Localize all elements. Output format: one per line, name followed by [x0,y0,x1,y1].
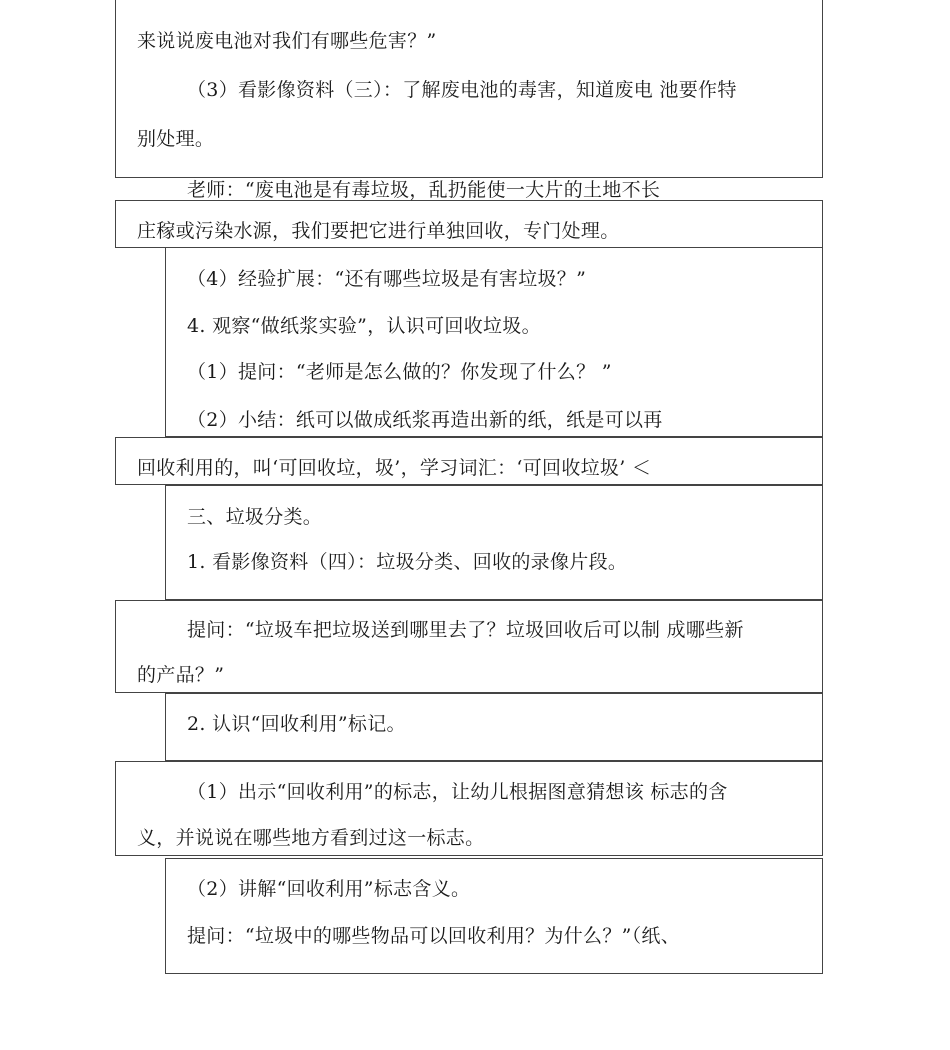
text-line: （4）经验扩展：“还有哪些垃圾是有害垃圾？” [187,268,587,290]
text-line: 来说说废电池对我们有哪些危害？” [137,30,437,52]
text-line: （2）讲解“回收利用”标志含义。 [187,878,471,900]
table-cell-5 [165,485,823,600]
section-heading: 三、垃圾分类。 [187,506,323,528]
text-line: 义，并说说在哪些地方看到过这一标志。 [137,827,485,849]
text-line: 1. 看影像资料（四）：垃圾分类、回收的录像片段。 [187,551,628,573]
text-line: （1）出示“回收利用”的标志，让幼儿根据图意猜想该 标志的含 [187,781,728,803]
text-line: （1）提问：“老师是怎么做的？你发现了什么？ ” [187,361,612,383]
text-line: 提问：“垃圾中的哪些物品可以回收利用？为什么？”（纸、 [187,925,681,947]
text-line: 的产品？” [137,664,225,686]
text-line: 老师：“废电池是有毒垃圾，乱扔能使一大片的土地不长 [187,179,661,201]
text-line: 庄稼或污染水源，我们要把它进行单独回收，专门处理。 [137,220,620,242]
text-line: 提问：“垃圾车把垃圾送到哪里去了？垃圾回收后可以制 成哪些新 [187,619,744,641]
table-cell-9 [165,858,823,974]
text-line: （3）看影像资料（三）：了解废电池的毒害，知道废电 池要作特 [187,79,737,101]
text-line: （2）小结：纸可以做成纸浆再造出新的纸，纸是可以再 [187,409,663,431]
text-line: 回收利用的，叫‘可回收垃，圾’，学习词汇：‘可回收垃圾’ ＜ [137,457,652,479]
text-line: 2. 认识“回收利用”标记。 [187,713,406,735]
text-line: 4. 观察“做纸浆实验”，认识可回收垃圾。 [187,315,541,337]
text-line: 别处理。 [137,128,215,150]
